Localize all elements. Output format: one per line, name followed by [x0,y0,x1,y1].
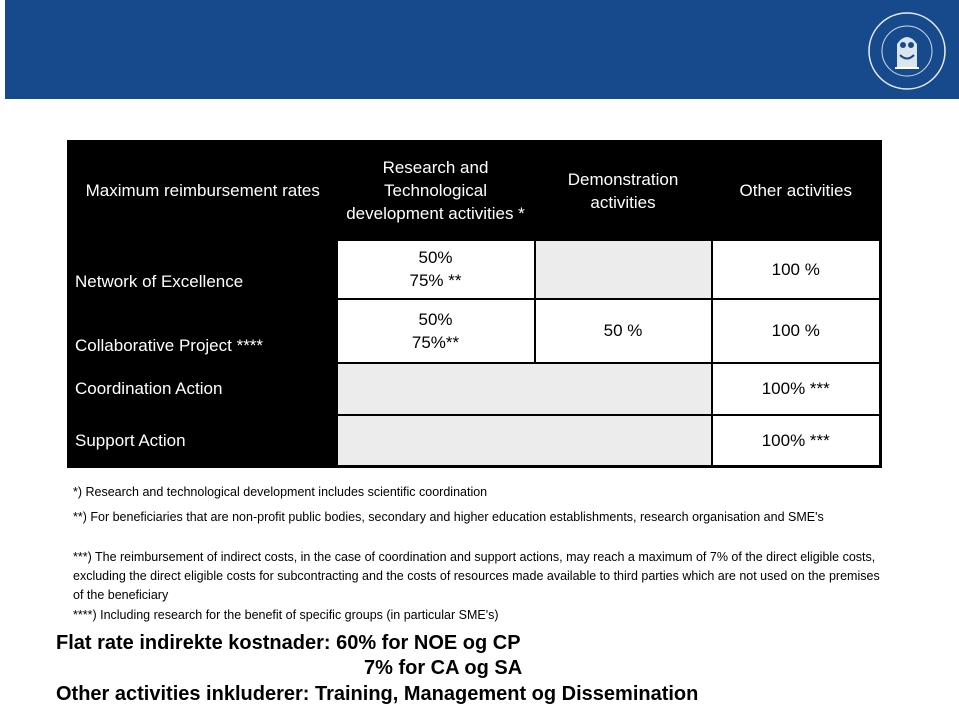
row-label-coordination-action: Coordination Action [69,363,337,415]
footnote-3: ***) The reimbursement of indirect costs, in the case of coordination and support actions, may reach a maximum of 7% of the direct eligible costs, excluding the direct eligible costs for subcontracting and the costs of resources made available to third parties which are not used on the premises of the beneficiary [73,550,880,602]
other-rate: 100 % [712,299,881,363]
table-row [69,363,881,415]
table-header-row [69,142,881,240]
footnote-2: **) For beneficiaries that are non-profit public bodies, secondary and higher education establishments, research organisation and SME's [73,510,824,524]
rtd-rate-special: 75% ** [409,271,462,290]
col-header-other: Other activities [712,142,881,240]
col-header-demonstration: Demonstration activities [535,142,712,240]
demonstration-rate: 50 % [535,299,712,363]
footnote-4: ****) Including research for the benefit of specific groups (in particular SME's) [73,608,499,622]
rtd-rate-special: 75%** [411,332,460,352]
empty-cell [337,415,712,467]
other-rate: 100 % [712,240,881,299]
other-rate: 100% *** [712,415,881,467]
reimbursement-table [67,140,882,468]
row-label-collaborative-project: Collaborative Project **** [69,299,337,363]
rtd-rate: 50% [418,309,453,329]
col-header-max-rates: Maximum reimbursement rates [69,142,337,240]
flat-rate-line: Flat rate indirekte kostnader: 60% for NOE og CP [56,632,521,654]
rtd-cell [337,240,535,299]
university-of-bergen-seal-icon [866,10,948,92]
other-activities-line: Other activities inkluderer: Training, Management og Dissemination [56,683,699,705]
footnote-1: *) Research and technological development includes scientific coordination [73,485,488,499]
flat-rate-ca-sa-line: 7% for CA og SA [364,657,523,679]
rtd-rate: 50% [418,248,453,267]
row-label-network-of-excellence: Network of Excellence [69,240,337,299]
other-rate: 100% *** [712,363,881,415]
table-row [69,415,881,467]
header-banner [5,0,959,99]
empty-cell [337,363,712,415]
empty-cell [535,240,712,299]
table-row [69,299,881,363]
table-row [69,240,881,299]
col-header-rtd: Research and Technological development activities * [337,142,535,240]
rtd-cell [337,299,535,363]
row-label-support-action: Support Action [69,415,337,467]
